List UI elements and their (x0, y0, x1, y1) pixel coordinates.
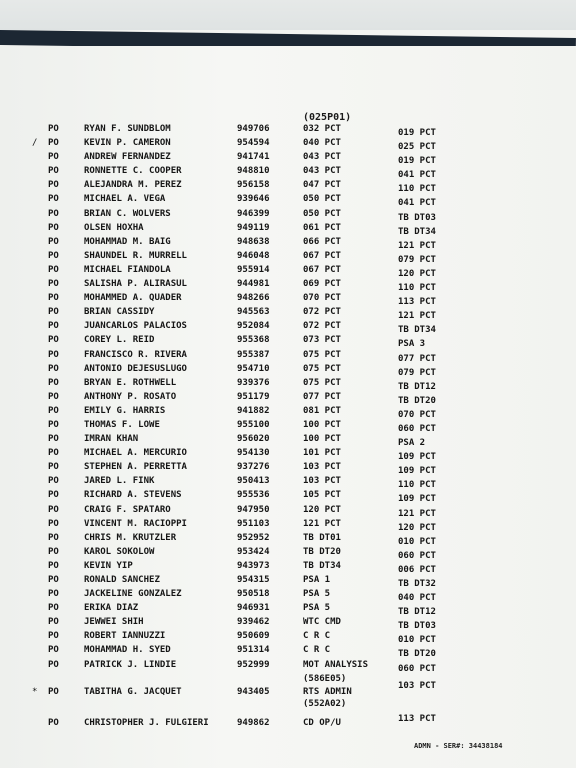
row-rank: PO (48, 321, 59, 332)
row-id: 955100 (237, 419, 270, 430)
row-to: 010 PCT (398, 635, 436, 646)
row-id: 950413 (237, 476, 270, 487)
row-name: JUANCARLOS PALACIOS (84, 321, 187, 332)
row-mark: / (32, 138, 38, 149)
row-name: BRYAN E. ROTHWELL (84, 377, 177, 388)
row-rank: PO (48, 405, 59, 416)
row-name: PATRICK J. LINDIE (84, 659, 177, 670)
row-to: 019 PCT (398, 128, 436, 138)
table-row (0, 420, 576, 434)
table-row (0, 265, 576, 279)
row-from: 043 PCT (303, 152, 341, 163)
table-row (0, 603, 576, 617)
row-to: 060 PCT (398, 550, 436, 561)
row-id: 949119 (237, 222, 270, 233)
row-to: 109 PCT (398, 494, 436, 505)
row-name: RICHARD A. STEVENS (84, 490, 182, 501)
row-from: 081 PCT (303, 405, 341, 416)
row-rank: PO (48, 575, 59, 585)
row-name: KAROL SOKOLOW (84, 546, 155, 557)
transfer-list (0, 124, 576, 732)
row-name: BRIAN CASSIDY (84, 307, 155, 318)
table-row (0, 138, 576, 152)
table-row (0, 575, 576, 589)
row-id: 954710 (237, 363, 270, 374)
table-row (0, 293, 576, 307)
row-from: 103 PCT (303, 462, 341, 473)
row-name: CRAIG F. SPATARO (84, 504, 171, 515)
row-from: TB DT20 (303, 546, 341, 557)
row-rank: PO (48, 222, 59, 233)
row-to: 109 PCT (398, 466, 436, 477)
row-to: TB DT20 (398, 649, 436, 660)
row-from: PSA 5 (303, 589, 331, 600)
row-id: 955914 (237, 264, 270, 275)
row-from: 103 PCT (303, 476, 341, 487)
row-name: JEWWEI SHIH (84, 617, 144, 628)
table-row (0, 223, 576, 237)
row-to: 025 PCT (398, 142, 436, 153)
table-row (0, 547, 576, 561)
table-row (0, 660, 576, 674)
table-row (0, 561, 576, 575)
row-id: 945563 (237, 307, 270, 318)
row-to: TB DT32 (398, 579, 436, 589)
table-row (0, 490, 576, 504)
row-from: WTC CMD (303, 617, 341, 628)
row-id: 949706 (237, 124, 270, 134)
table-row (0, 321, 576, 335)
row-name: MICHAEL A. VEGA (84, 194, 166, 205)
row-id: 949862 (237, 717, 270, 728)
row-to: 060 PCT (398, 663, 436, 674)
row-name: KEVIN YIP (84, 560, 133, 571)
row-rank: PO (48, 448, 59, 459)
table-row (0, 307, 576, 321)
row-from: 120 PCT (303, 504, 341, 515)
row-from: C R C (303, 631, 331, 642)
table-row (0, 152, 576, 166)
row-to: TB DT03 (398, 212, 436, 223)
row-to: 110 PCT (398, 480, 436, 491)
row-name: FRANCISCO R. RIVERA (84, 349, 187, 360)
table-row (0, 476, 576, 490)
row-from: 101 PCT (303, 448, 341, 459)
row-from: 077 PCT (303, 391, 341, 402)
row-rank: PO (48, 250, 59, 261)
row-from: 061 PCT (303, 222, 341, 233)
row-from: 050 PCT (303, 194, 341, 205)
table-row (0, 617, 576, 631)
row-id: 952999 (237, 659, 270, 670)
row-id: 947950 (237, 504, 270, 515)
row-rank: PO (48, 279, 59, 290)
row-name: TABITHA G. JACQUET (84, 686, 182, 697)
row-from: 032 PCT (303, 124, 341, 134)
table-row (0, 645, 576, 659)
row-id: 951103 (237, 518, 270, 529)
row-name: CHRISTOPHER J. FULGIERI (84, 717, 209, 728)
row-rank: PO (48, 208, 59, 219)
row-id: 954130 (237, 448, 270, 459)
row-mark: * (32, 686, 38, 697)
row-to: TB DT20 (398, 395, 436, 406)
row-from: 072 PCT (303, 307, 341, 318)
row-name: MICHAEL FIANDOLA (84, 264, 171, 275)
row-to: 113 PCT (398, 297, 436, 308)
table-row (0, 448, 576, 462)
transfer-rows (0, 124, 576, 674)
table-row (0, 251, 576, 265)
row-to: 110 PCT (398, 283, 436, 294)
row-id: 955368 (237, 335, 270, 346)
row-rank: PO (48, 124, 59, 134)
row-name: ANTONIO DEJESUSLUGO (84, 363, 187, 374)
sub-code: (552A02) (303, 698, 347, 709)
row-rank: PO (48, 335, 59, 346)
row-to: TB DT12 (398, 381, 436, 392)
row-id: 944981 (237, 279, 270, 290)
row-name: IMRAN KHAN (84, 434, 139, 445)
table-row (0, 533, 576, 547)
row-to: 040 PCT (398, 593, 436, 604)
row-id: 956158 (237, 180, 270, 191)
row-rank: PO (48, 717, 59, 728)
table-row (0, 237, 576, 251)
row-rank: PO (48, 377, 59, 388)
row-rank: PO (48, 589, 59, 600)
row-name: RONALD SANCHEZ (84, 575, 160, 585)
row-rank: PO (48, 560, 59, 571)
row-rank: PO (48, 293, 59, 304)
row-rank: PO (48, 659, 59, 670)
row-to: TB DT12 (398, 607, 436, 618)
row-id: 948266 (237, 293, 270, 304)
sub-code-row (0, 674, 576, 687)
row-id: 939462 (237, 617, 270, 628)
row-to: 070 PCT (398, 409, 436, 420)
row-from: 040 PCT (303, 138, 341, 149)
row-to: 103 PCT (398, 680, 436, 691)
row-from: 050 PCT (303, 208, 341, 219)
row-id: 948638 (237, 236, 270, 247)
row-rank: PO (48, 391, 59, 402)
row-rank: PO (48, 152, 59, 163)
top-background (0, 0, 576, 30)
row-to: 079 PCT (398, 254, 436, 265)
row-name: ROBERT IANNUZZI (84, 631, 166, 642)
row-rank: PO (48, 180, 59, 191)
row-name: VINCENT M. RACIOPPI (84, 518, 187, 529)
row-name: SALISHA P. ALIRASUL (84, 279, 187, 290)
row-id: 943973 (237, 560, 270, 571)
row-to: 120 PCT (398, 522, 436, 533)
row-from: TB DT34 (303, 560, 341, 571)
row-from: TB DT01 (303, 532, 341, 543)
row-rank: PO (48, 138, 59, 149)
row-from: MOT ANALYSIS (303, 659, 369, 670)
row-rank: PO (48, 264, 59, 275)
table-row (0, 392, 576, 406)
row-id: 937276 (237, 462, 270, 473)
row-rank: PO (48, 236, 59, 247)
row-to: 121 PCT (398, 240, 436, 251)
row-to: PSA 3 (398, 339, 426, 350)
row-to: 110 PCT (398, 184, 436, 195)
row-name: BRIAN C. WOLVERS (84, 208, 171, 219)
table-row (0, 209, 576, 223)
row-rank: PO (48, 462, 59, 473)
row-from: 067 PCT (303, 250, 341, 261)
row-name: MICHAEL A. MERCURIO (84, 448, 187, 459)
row-name: JARED L. FINK (84, 476, 155, 487)
row-from: 072 PCT (303, 321, 341, 332)
row-id: 952084 (237, 321, 270, 332)
row-from: 075 PCT (303, 377, 341, 388)
row-to: 121 PCT (398, 311, 436, 322)
row-from: 121 PCT (303, 518, 341, 529)
row-name: ANDREW FERNANDEZ (84, 152, 171, 163)
row-rank: PO (48, 686, 59, 697)
row-rank: PO (48, 532, 59, 543)
row-name: MOHAMMAD M. BAIG (84, 236, 171, 247)
row-from: 073 PCT (303, 335, 341, 346)
table-row (0, 519, 576, 533)
table-row (0, 378, 576, 392)
row-from: RTS ADMIN (303, 686, 352, 697)
row-name: ANTHONY P. ROSATO (84, 391, 177, 402)
table-row (0, 194, 576, 208)
table-row (0, 462, 576, 476)
table-row (0, 406, 576, 420)
row-rank: PO (48, 504, 59, 515)
row-from: 069 PCT (303, 279, 341, 290)
row-to: 109 PCT (398, 452, 436, 463)
row-name: THOMAS F. LOWE (84, 419, 160, 430)
row-id: 946399 (237, 208, 270, 219)
row-rank: PO (48, 617, 59, 628)
row-id: 955387 (237, 349, 270, 360)
row-from: PSA 5 (303, 603, 331, 614)
row-rank: PO (48, 194, 59, 205)
row-id: 939646 (237, 194, 270, 205)
row-id: 946931 (237, 603, 270, 614)
row-name: MOHAMMAD H. SYED (84, 645, 171, 656)
row-name: COREY L. REID (84, 335, 155, 346)
row-name: JACKELINE GONZALEZ (84, 589, 182, 600)
table-row (0, 279, 576, 293)
row-from: 067 PCT (303, 264, 341, 275)
row-from: CD OP/U (303, 717, 341, 728)
row-from: 047 PCT (303, 180, 341, 191)
row-id: 939376 (237, 377, 270, 388)
row-rank: PO (48, 349, 59, 360)
row-rank: PO (48, 307, 59, 318)
row-id: 948810 (237, 166, 270, 177)
row-id: 943405 (237, 686, 270, 697)
row-from: 043 PCT (303, 166, 341, 177)
row-name: EMILY G. HARRIS (84, 405, 166, 416)
table-row (0, 335, 576, 349)
row-to: 010 PCT (398, 536, 436, 547)
row-to: 060 PCT (398, 423, 436, 434)
row-rank: PO (48, 603, 59, 614)
row-rank: PO (48, 645, 59, 656)
sub-code: (586E05) (303, 673, 347, 684)
row-name: RONNETTE C. COOPER (84, 166, 182, 177)
table-row (0, 180, 576, 194)
row-to: 113 PCT (398, 713, 436, 724)
row-to: 041 PCT (398, 198, 436, 209)
row-id: 950518 (237, 589, 270, 600)
row-name: CHRIS M. KRUTZLER (84, 532, 177, 543)
row-to: 006 PCT (398, 564, 436, 575)
row-from: 100 PCT (303, 419, 341, 430)
row-id: 956020 (237, 434, 270, 445)
row-to: 019 PCT (398, 156, 436, 167)
row-name: SHAUNDEL R. MURRELL (84, 250, 187, 261)
row-rank: PO (48, 363, 59, 374)
row-name: ALEJANDRA M. PEREZ (84, 180, 182, 191)
row-from: C R C (303, 645, 331, 656)
row-id: 954594 (237, 138, 270, 149)
row-id: 954315 (237, 575, 270, 585)
row-to: 120 PCT (398, 268, 436, 279)
table-row (0, 713, 576, 732)
table-row (0, 364, 576, 378)
row-rank: PO (48, 631, 59, 642)
row-from: 100 PCT (303, 434, 341, 445)
row-rank: PO (48, 490, 59, 501)
sub-code-row (0, 699, 576, 712)
row-rank: PO (48, 546, 59, 557)
row-to: TB DT34 (398, 325, 436, 336)
row-to: TB DT03 (398, 621, 436, 632)
row-name: MOHAMMED A. QUADER (84, 293, 182, 304)
row-id: 953424 (237, 546, 270, 557)
row-name: KEVIN P. CAMERON (84, 138, 171, 149)
row-id: 946048 (237, 250, 270, 261)
row-id: 950609 (237, 631, 270, 642)
table-row (0, 434, 576, 448)
row-to: TB DT34 (398, 226, 436, 237)
row-rank: PO (48, 166, 59, 177)
row-name: STEPHEN A. PERRETTA (84, 462, 187, 473)
row-to: 041 PCT (398, 170, 436, 181)
row-name: RYAN F. SUNDBLOM (84, 124, 171, 134)
footer-serial: ADMN - SER#: 34438184 (414, 742, 503, 750)
row-from: 075 PCT (303, 349, 341, 360)
row-name: OLSEN HOXHA (84, 222, 144, 233)
row-id: 951179 (237, 391, 270, 402)
row-id: 941741 (237, 152, 270, 163)
row-name: ERIKA DIAZ (84, 603, 139, 614)
row-rank: PO (48, 476, 59, 487)
row-from: 066 PCT (303, 236, 341, 247)
row-rank: PO (48, 434, 59, 445)
command-code: (025P01) (303, 112, 352, 123)
table-row (0, 505, 576, 519)
table-row (0, 631, 576, 645)
table-row (0, 350, 576, 364)
row-rank: PO (48, 419, 59, 430)
row-from: PSA 1 (303, 575, 331, 585)
table-row (0, 166, 576, 180)
row-from: 105 PCT (303, 490, 341, 501)
row-id: 952952 (237, 532, 270, 543)
row-id: 941882 (237, 405, 270, 416)
table-row (0, 124, 576, 138)
table-row (0, 589, 576, 603)
row-id: 951314 (237, 645, 270, 656)
row-to: 121 PCT (398, 508, 436, 519)
row-id: 955536 (237, 490, 270, 501)
row-from: 075 PCT (303, 363, 341, 374)
row-to: 077 PCT (398, 353, 436, 364)
row-to: 079 PCT (398, 367, 436, 378)
row-rank: PO (48, 518, 59, 529)
row-from: 070 PCT (303, 293, 341, 304)
row-to: PSA 2 (398, 438, 426, 449)
